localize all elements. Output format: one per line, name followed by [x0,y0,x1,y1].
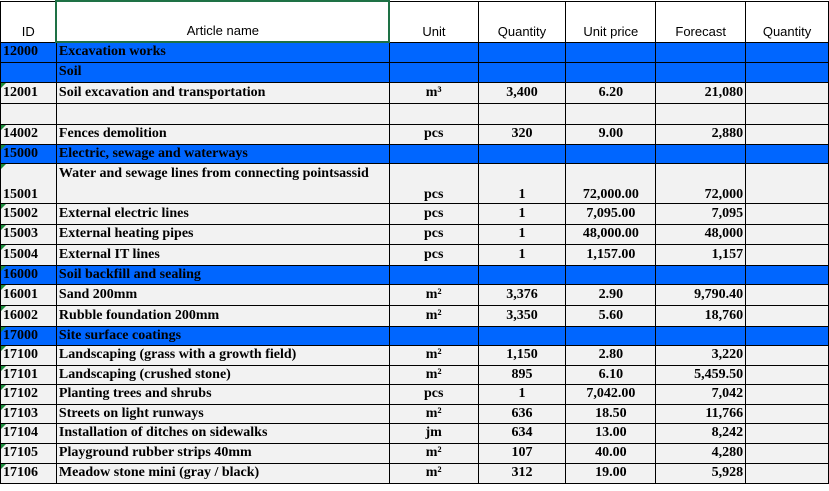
cell-unit-text: pcs [423,126,444,141]
cell-unit-text: m² [425,307,442,323]
cell-unit-price-text: 13.00 [595,425,627,440]
cell-quantity-2[interactable] [746,423,829,443]
cell-quantity-2[interactable] [746,203,829,224]
cell-unit[interactable] [389,305,478,326]
cell-article-name[interactable] [56,103,389,124]
cell-forecast[interactable] [656,384,746,404]
cell-quantity-text: 895 [511,366,533,382]
cell-id-text: 17103 [3,405,38,421]
cell-forecast-text: 11,766 [705,405,744,421]
cell-article-name[interactable] [56,62,389,82]
header-quantity-2[interactable]: Quantity [746,1,829,42]
table-row [1,423,829,443]
cell-article-name-text: Planting trees and shrubs [58,386,212,401]
table-row [1,365,829,384]
cell-forecast-text: 7,095 [711,205,744,221]
cell-forecast-text: 8,242 [711,425,744,440]
cell-article-name[interactable] [56,443,389,463]
cell-forecast[interactable] [656,404,746,423]
cell-article-name[interactable] [56,224,389,244]
error-indicator-icon [1,225,6,230]
cell-article-name[interactable] [56,163,389,203]
cell-forecast[interactable] [656,284,746,305]
cell-forecast-text: 7,042 [711,386,744,401]
table-row [1,384,829,404]
cell-unit[interactable] [389,463,478,483]
cell-forecast-text: 3,220 [711,347,744,362]
cell-unit[interactable] [389,163,478,203]
cell-id-text: 12001 [3,84,38,100]
cell-quantity[interactable] [478,423,566,443]
cell-unit-price-text: 19.00 [595,465,627,480]
cell-id-text: 17105 [3,445,38,460]
cell-unit-price-text: 40.00 [595,445,627,460]
cell-article-name[interactable] [56,326,389,345]
cell-unit-price[interactable] [566,82,656,103]
cell-unit[interactable] [389,203,478,224]
cell-quantity[interactable] [478,42,566,62]
cell-quantity-2[interactable] [746,284,829,305]
cell-quantity-2[interactable] [746,305,829,326]
cell-id[interactable] [1,82,57,103]
cell-quantity-text: 3,376 [506,286,538,302]
error-indicator-icon [1,245,6,250]
cell-quantity-text: 107 [511,445,533,460]
cell-unit[interactable] [389,224,478,244]
cell-forecast-text: 72,000 [704,186,744,202]
table-row [1,244,829,265]
header-unit[interactable]: Unit [389,1,478,42]
cell-forecast[interactable] [656,124,746,144]
cell-unit-price[interactable] [566,163,656,203]
cell-forecast[interactable] [656,326,746,345]
header-row [1,1,829,42]
cell-unit[interactable] [389,42,478,62]
cell-quantity-2[interactable] [746,42,829,62]
error-indicator-icon [1,83,6,88]
cell-id[interactable] [1,365,57,384]
cell-quantity[interactable] [478,305,566,326]
cell-article-name[interactable] [56,124,389,144]
error-indicator-icon [1,285,6,290]
cell-quantity-2[interactable] [746,103,829,124]
cell-id-text: 17104 [3,425,38,440]
cell-quantity[interactable] [478,326,566,345]
cell-forecast[interactable] [656,305,746,326]
cell-quantity-text: 1 [518,386,526,401]
cell-quantity-text: 1,150 [506,347,538,362]
section-row [1,144,829,163]
cell-article-name[interactable] [56,265,389,284]
cell-unit-price-text: 7,095.00 [586,205,636,221]
cell-id[interactable] [1,284,57,305]
cell-quantity[interactable] [478,244,566,265]
cell-forecast[interactable] [656,203,746,224]
cell-id-text: 14002 [3,126,38,141]
cell-quantity-text: 3,400 [506,84,538,100]
cell-quantity-text: 1 [518,226,526,241]
cell-quantity-2[interactable] [746,384,829,404]
cell-article-name-text: Landscaping (grass with a growth field) [58,347,297,362]
cell-forecast[interactable] [656,463,746,483]
cell-quantity-text: 1 [518,246,526,262]
cell-unit-price-text: 6.10 [598,366,624,382]
cell-id-text: 17000 [3,327,38,343]
cell-unit[interactable] [389,244,478,265]
header-id[interactable]: ID [1,1,57,42]
cell-forecast[interactable] [656,265,746,284]
cell-id[interactable] [1,404,57,423]
cell-unit[interactable] [389,265,478,284]
cell-id[interactable] [1,345,57,365]
cell-quantity[interactable] [478,82,566,103]
cell-unit[interactable] [389,326,478,345]
cell-article-name-text: Landscaping (crushed stone) [58,366,231,382]
cell-unit-price[interactable] [566,144,656,163]
cell-quantity[interactable] [478,224,566,244]
cell-forecast[interactable] [656,224,746,244]
cell-id-text: 17100 [3,347,38,362]
cell-id[interactable] [1,203,57,224]
cell-unit-price[interactable] [566,203,656,224]
cell-forecast-text: 48,000 [704,226,744,241]
cell-article-name[interactable] [56,404,389,423]
cell-article-name[interactable] [56,423,389,443]
cell-unit[interactable] [389,103,478,124]
cell-article-name-text: Water and sewage lines from connecting pointsassid [58,165,369,181]
cell-quantity-2[interactable] [746,265,829,284]
cell-article-name[interactable] [56,42,389,62]
header-article-name[interactable]: Article name [56,1,389,42]
cell-unit-price[interactable] [566,326,656,345]
cell-unit-text: m² [425,465,442,480]
error-indicator-icon [1,444,6,449]
cell-unit-text: m² [425,286,442,302]
cell-forecast-text: 1,157 [711,246,744,262]
cell-quantity-2[interactable] [746,463,829,483]
cell-unit-price[interactable] [566,365,656,384]
cell-id-text: 17106 [3,465,38,480]
cell-unit-price[interactable] [566,443,656,463]
cell-id[interactable] [1,42,57,62]
table-row [1,305,829,326]
cell-unit-text: m² [425,366,442,382]
table-row [1,443,829,463]
cell-quantity-2[interactable] [746,404,829,423]
cell-unit-price[interactable] [566,124,656,144]
cell-id-text: 15001 [3,186,38,202]
cell-id[interactable] [1,463,57,483]
cell-forecast-text: 21,080 [704,84,744,100]
cell-id-text: 16002 [3,307,38,323]
error-indicator-icon [1,125,6,130]
cell-unit-price[interactable] [566,384,656,404]
cell-unit-text: pcs [423,205,444,221]
section-row [1,42,829,62]
cell-quantity[interactable] [478,443,566,463]
section-row [1,62,829,82]
cell-id[interactable] [1,305,57,326]
cell-unit-text: m² [425,445,442,460]
table-row [1,224,829,244]
cell-forecast-text: 4,280 [711,445,744,460]
cell-article-name[interactable] [56,244,389,265]
error-indicator-icon [1,366,6,371]
cell-unit-price-text: 18.50 [595,405,627,421]
error-indicator-icon [1,204,6,209]
cell-article-name-text: Soil [58,64,82,79]
cell-quantity[interactable] [478,203,566,224]
cell-unit-price-text: 5.60 [598,307,624,323]
table-row [1,345,829,365]
cell-unit-price-text: 9.00 [598,126,624,141]
cell-forecast[interactable] [656,244,746,265]
cell-forecast-text: 5,928 [711,465,744,480]
cell-article-name-text: External IT lines [58,246,160,262]
cell-unit[interactable] [389,423,478,443]
cell-forecast[interactable] [656,345,746,365]
cell-unit[interactable] [389,345,478,365]
cell-article-name-text: Meadow stone mini (gray / black) [58,465,260,480]
error-indicator-icon [1,385,6,390]
cell-unit-price[interactable] [566,284,656,305]
cell-forecast[interactable] [656,42,746,62]
cell-unit-text: pcs [423,386,444,401]
cell-quantity[interactable] [478,404,566,423]
cell-id-text: 16001 [3,286,38,302]
cell-unit[interactable] [389,144,478,163]
cell-article-name-text: Fences demolition [58,126,167,141]
cell-id-text: 15002 [3,205,38,221]
cell-quantity[interactable] [478,124,566,144]
table-row [1,203,829,224]
cell-unit-price[interactable] [566,42,656,62]
table-row [1,463,829,483]
cell-quantity-2[interactable] [746,443,829,463]
cell-article-name-text: Soil excavation and transportation [58,84,266,100]
table-row [1,163,829,203]
cell-article-name-text: Installation of ditches on sidewalks [58,425,268,440]
cell-unit[interactable] [389,124,478,144]
error-indicator-icon [1,327,6,332]
cell-unit-price-text: 2.90 [598,286,624,302]
cell-article-name-text: Site surface coatings [58,327,182,343]
cell-article-name-text: External heating pipes [58,226,194,241]
cell-quantity-text: 634 [511,425,533,440]
cell-quantity[interactable] [478,103,566,124]
cell-forecast-text: 2,880 [711,126,744,141]
cell-unit-text: m² [425,347,442,362]
cell-unit-price[interactable] [566,423,656,443]
cell-id[interactable] [1,163,57,203]
cell-quantity-2[interactable] [746,124,829,144]
cell-article-name[interactable] [56,384,389,404]
cell-forecast[interactable] [656,365,746,384]
cell-article-name[interactable] [56,305,389,326]
cell-unit-text: m² [425,405,442,421]
cell-id[interactable] [1,62,57,82]
cell-id-text: 16000 [3,266,38,282]
cell-article-name[interactable] [56,203,389,224]
cell-unit-price-text: 1,157.00 [586,246,636,262]
error-indicator-icon [1,306,6,311]
cell-quantity[interactable] [478,365,566,384]
cell-article-name-text: Excavation works [58,44,166,60]
cell-forecast-text: 9,790.40 [694,286,744,302]
cell-quantity-text: 312 [511,465,533,480]
cell-unit-text: m³ [425,84,442,100]
cell-article-name-text: External electric lines [58,205,189,221]
cell-forecast-text: 5,459.50 [694,366,744,382]
cell-id[interactable] [1,103,57,124]
cell-unit-text: pcs [423,246,444,262]
blank-row [1,103,829,124]
cell-quantity-text: 3,350 [506,307,538,323]
cell-forecast[interactable] [656,163,746,203]
cell-unit-price-text: 48,000.00 [582,226,639,241]
cell-id-text: 12000 [3,44,38,59]
cell-id-text: 15000 [3,145,38,161]
cell-quantity[interactable] [478,384,566,404]
cell-unit-price[interactable] [566,463,656,483]
cell-unit[interactable] [389,82,478,103]
header-unit-price[interactable]: Unit price [566,1,656,42]
cell-id[interactable] [1,244,57,265]
section-row [1,326,829,345]
cell-article-name-text: Electric, sewage and waterways [58,145,248,161]
cell-quantity-2[interactable] [746,144,829,163]
cell-unit[interactable] [389,284,478,305]
cell-unit-price[interactable] [566,103,656,124]
cell-unit-price[interactable] [566,224,656,244]
cell-id[interactable] [1,224,57,244]
cell-article-name[interactable] [56,144,389,163]
cell-id[interactable] [1,124,57,144]
cell-quantity-2[interactable] [746,326,829,345]
cell-unit[interactable] [389,384,478,404]
error-indicator-icon [1,464,6,469]
cell-forecast[interactable] [656,62,746,82]
cell-id-text: 17102 [3,386,38,401]
cell-id[interactable] [1,423,57,443]
cell-quantity-2[interactable] [746,345,829,365]
cell-id[interactable] [1,326,57,345]
cell-unit-price[interactable] [566,265,656,284]
cell-article-name-text: Rubble foundation 200mm [58,307,220,323]
cell-article-name-text: Sand 200mm [58,286,138,302]
table-row [1,124,829,144]
cell-article-name[interactable] [56,284,389,305]
table-row [1,404,829,423]
cell-unit-price[interactable] [566,244,656,265]
cell-forecast[interactable] [656,144,746,163]
cell-quantity[interactable] [478,62,566,82]
cell-unit-price-text: 2.80 [598,347,624,362]
cell-unit-text: jm [425,425,442,440]
cell-article-name-text: Streets on light runways [58,405,204,421]
cell-quantity[interactable] [478,345,566,365]
cell-article-name[interactable] [56,463,389,483]
cell-quantity-2[interactable] [746,365,829,384]
cell-article-name[interactable] [56,365,389,384]
cell-unit-price[interactable] [566,62,656,82]
cell-unit-price[interactable] [566,305,656,326]
cell-quantity[interactable] [478,163,566,203]
cell-id[interactable] [1,443,57,463]
error-indicator-icon [1,405,6,410]
cell-forecast[interactable] [656,443,746,463]
cell-quantity-2[interactable] [746,224,829,244]
cell-quantity-text: 1 [518,205,526,221]
cell-quantity[interactable] [478,265,566,284]
cell-quantity[interactable] [478,144,566,163]
cell-unit[interactable] [389,62,478,82]
cell-quantity-2[interactable] [746,244,829,265]
cell-forecast-text: 18,760 [704,307,744,323]
cell-unit-price-text: 72,000.00 [582,186,639,202]
cell-quantity-text: 320 [511,126,533,141]
cell-article-name-text: Soil backfill and sealing [58,266,201,282]
cell-unit-price[interactable] [566,345,656,365]
cell-quantity-2[interactable] [746,82,829,103]
cell-unit[interactable] [389,404,478,423]
error-indicator-icon [1,266,6,271]
cell-quantity-2[interactable] [746,62,829,82]
error-indicator-icon [1,346,6,351]
cell-unit-text: pcs [423,226,444,241]
cell-unit-text: pcs [423,186,444,202]
cell-id-text: 17101 [3,366,38,382]
table-row [1,82,829,103]
cell-forecast[interactable] [656,82,746,103]
table-row [1,284,829,305]
cell-unit[interactable] [389,365,478,384]
cell-id[interactable] [1,265,57,284]
cell-quantity-2[interactable] [746,163,829,203]
cell-id[interactable] [1,144,57,163]
header-forecast[interactable]: Forecast [656,1,746,42]
header-quantity[interactable]: Quantity [478,1,566,42]
error-indicator-icon [1,145,6,150]
cell-unit-price-text: 7,042.00 [586,386,636,401]
error-indicator-icon [1,424,6,429]
cell-article-name[interactable] [56,82,389,103]
cell-quantity[interactable] [478,284,566,305]
cell-unit[interactable] [389,443,478,463]
cell-forecast[interactable] [656,423,746,443]
cell-forecast[interactable] [656,103,746,124]
cell-quantity[interactable] [478,463,566,483]
cell-quantity-text: 636 [511,405,533,421]
cell-unit-price[interactable] [566,404,656,423]
cell-quantity-text: 1 [518,186,526,202]
cell-id-text: 15004 [3,246,38,262]
section-row [1,265,829,284]
cell-unit-price-text: 6.20 [598,84,624,100]
cell-id[interactable] [1,384,57,404]
cell-id-text: 15003 [3,226,38,241]
error-indicator-icon [1,164,6,169]
cell-article-name-text: Playground rubber strips 40mm [58,445,252,460]
cell-article-name[interactable] [56,345,389,365]
